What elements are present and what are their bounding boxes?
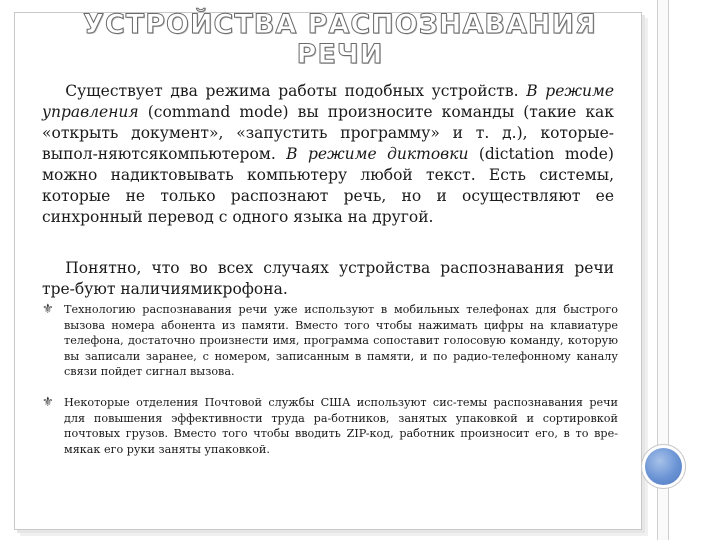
paragraph-modes-part2: (command mode) вы произносите команды (такие как «открыть документ», «запустить программу» и т. д.), которые-выпол-няютсякомпьютером. <box>42 103 614 163</box>
paragraph-modes <box>42 81 614 228</box>
list-item <box>42 302 618 380</box>
bullet-text: Некоторые отделения Почтовой службы США используют сис-темы распознавания речи для повышения эффективности труда ра-ботников, занятых упаковкой и сортировкой почтовых грузов. Вместо того чтобы вводить ZIP-код, работник произносит его, в то вре-мякак его руки заняты упаковкой. <box>64 395 618 456</box>
dictation-mode-term: В режиме диктовки <box>286 145 469 163</box>
decorative-orb <box>645 448 682 485</box>
fleur-bullet-icon: ⚜ <box>42 302 54 317</box>
paragraph-modes-part1: Существует два режима работы подобных устройств. <box>65 82 527 100</box>
slide-title: УСТРОЙСТВА РАСПОЗНАВАНИЯ РЕЧИ <box>83 9 597 70</box>
paragraph-microphone-text: Понятно, что во всех случаях устройства распознавания речи тре-буют наличиямикрофона. <box>42 259 614 298</box>
bullet-text: Технологию распознавания речи уже используют в мобильных телефонах для быстрого вызова номера абонента из памяти. Вместо того чтобы нажимать цифры на клавиатуре телефона, достаточно произнести имя, программа сопоставит голосовую команду, которую вы записали заранее, с номером, записанным в памяти, и по радио-телефонному каналу связи пойдет сигнал вызова. <box>64 303 618 379</box>
paragraph-microphone <box>42 258 614 300</box>
bullet-list <box>42 302 618 457</box>
fleur-bullet-icon: ⚜ <box>42 394 54 410</box>
command-mode-term: В режиме управления <box>42 82 614 121</box>
paragraph-modes-part3: (dictation mode) можно надиктовывать компьютеру любой текст. Есть системы, которые не только распознают речь, но и осуществляют ее синхронный перевод с одного языка на другой. <box>42 145 614 226</box>
list-item <box>42 395 618 457</box>
